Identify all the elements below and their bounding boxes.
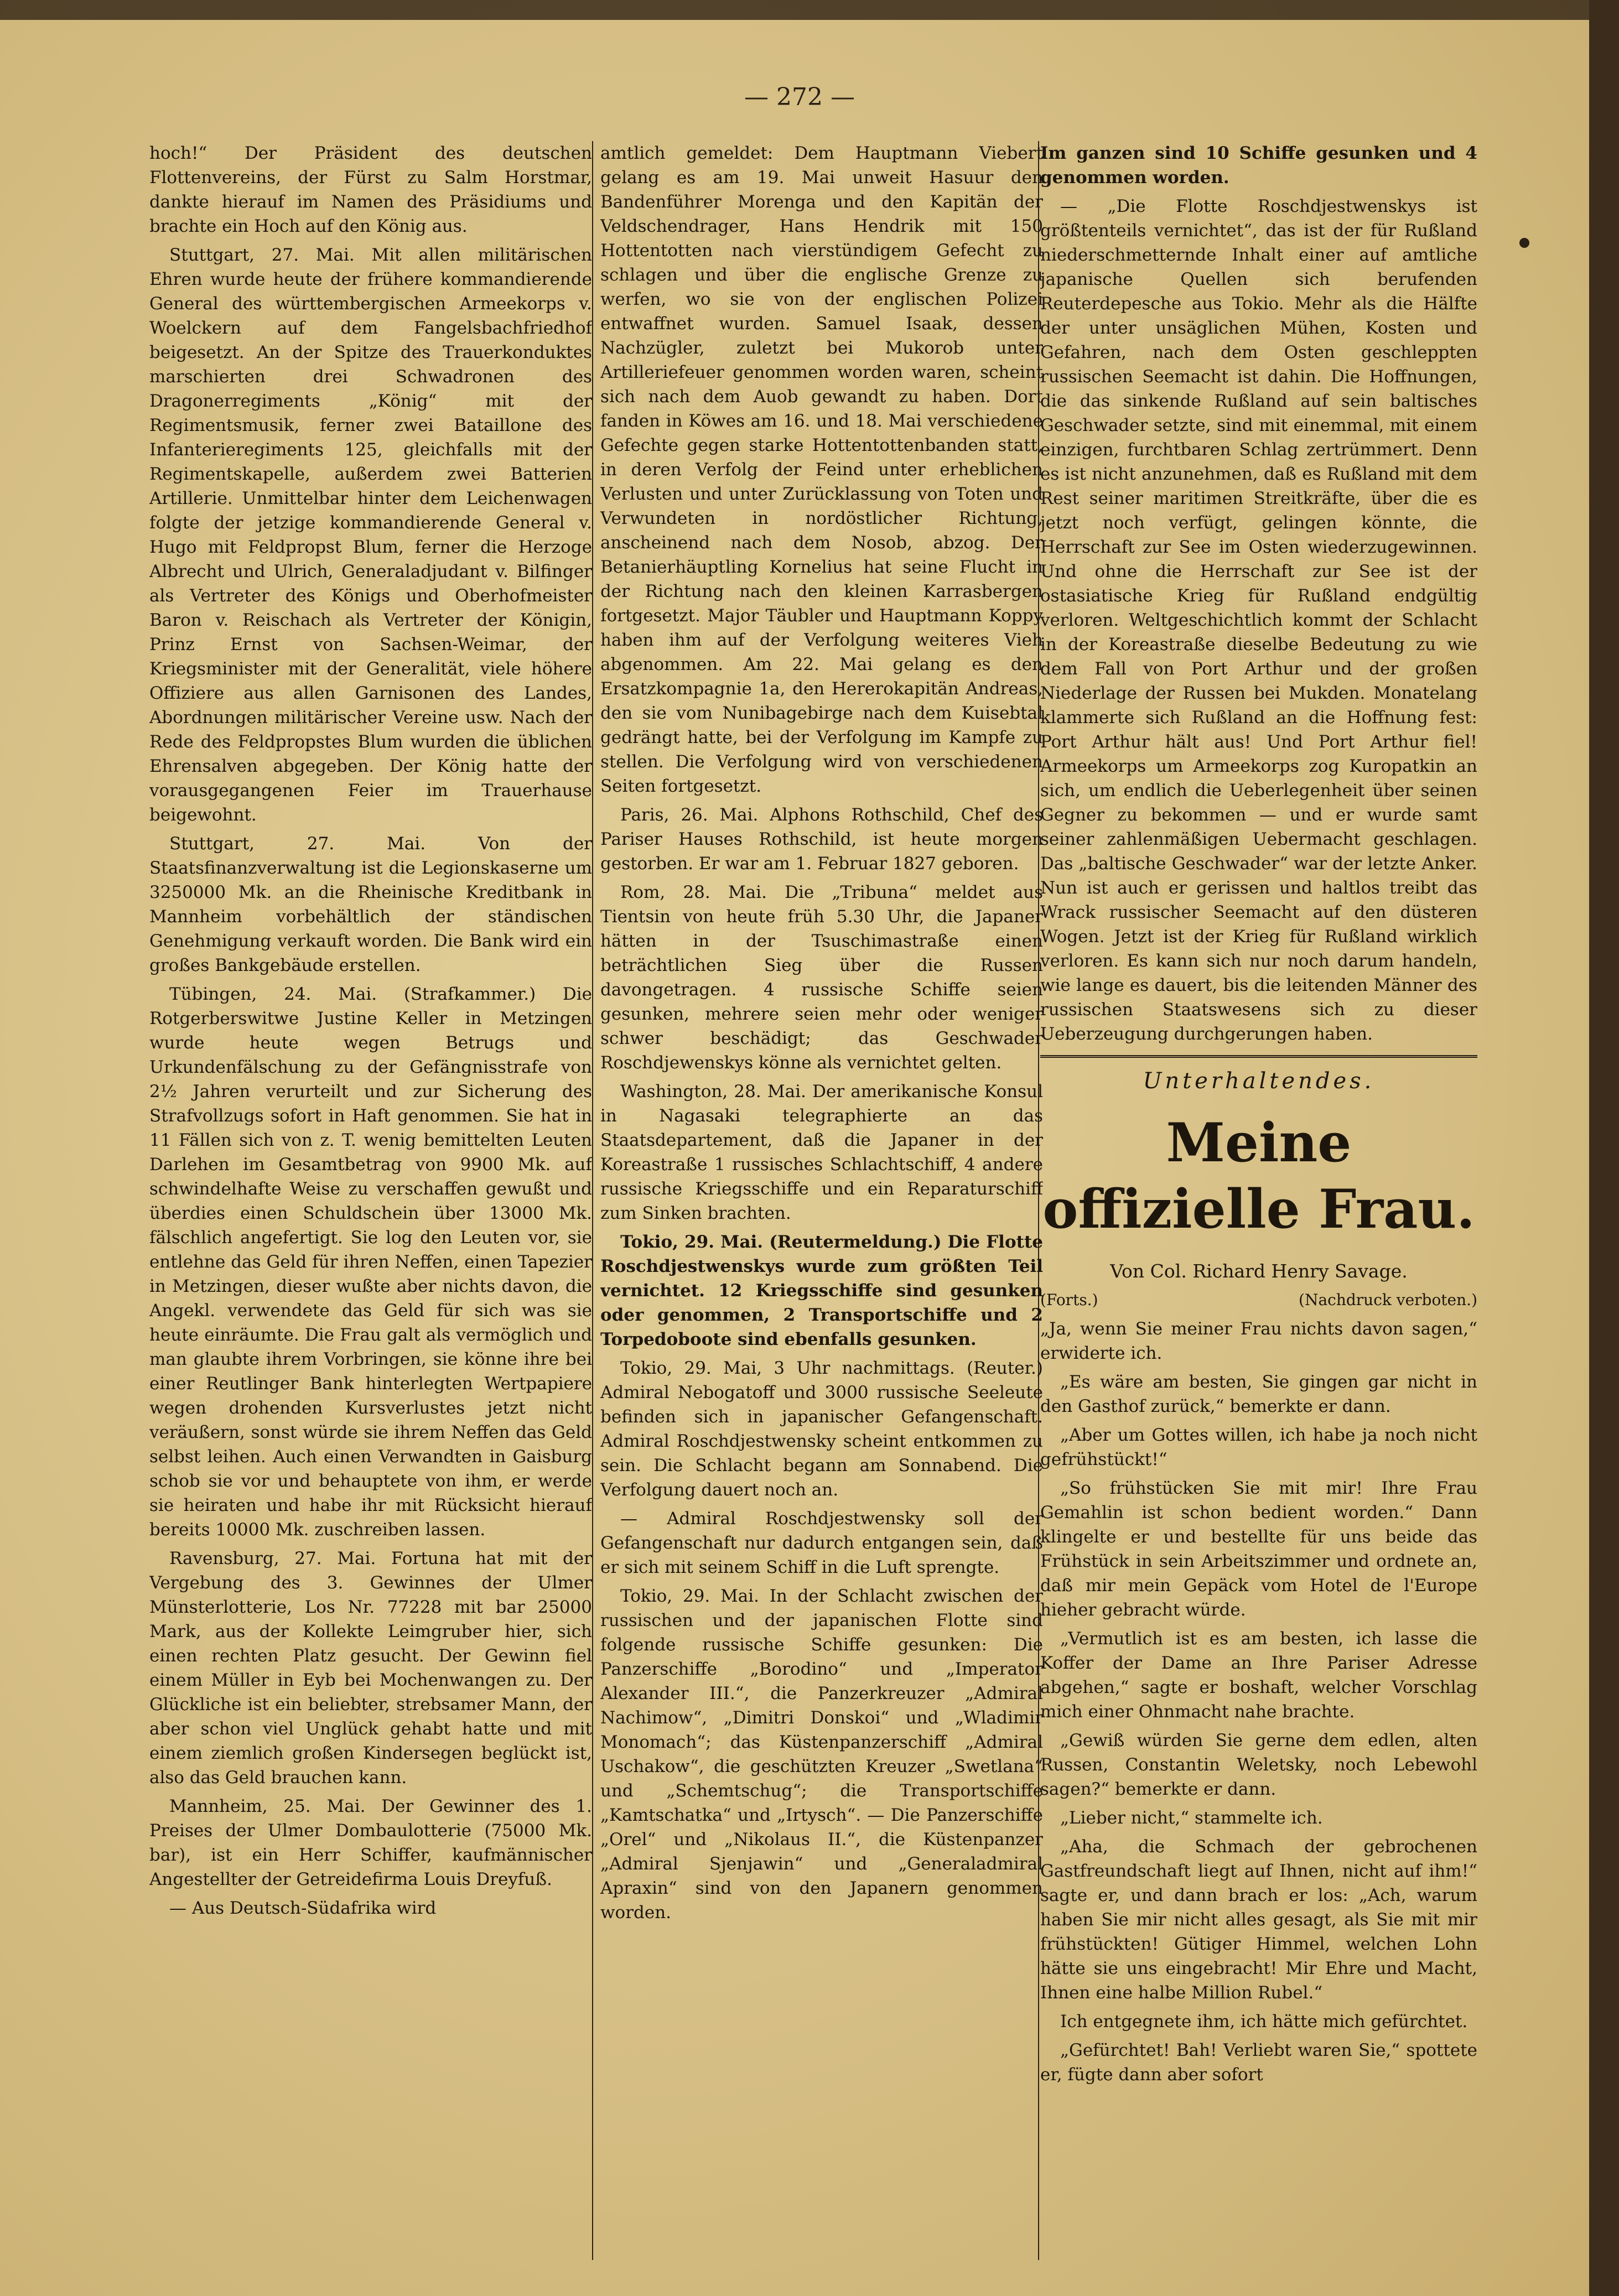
paragraph: Paris, 26. Mai. Alphons Rothschild, Chef des Pariser Hauses Rothschild, ist heute morgen gestorben. Er war am 1. Februar 1827 geboren. xyxy=(600,805,1043,874)
paragraph: — „Die Flotte Roschdjestwenskys ist größtenteils vernichtet“, das ist der für Rußland niederschmetternde Inhalt einer auf amtliche japanische Quellen sich berufenden Reuterdepesche aus Tokio. Mehr als die Hälfte der unter unsäglichen Mühen, Kosten und Gefahren, nach dem Osten geschleppten russischen Seemacht ist dahin. Die Hoffnungen, die das sinkende Rußland auf sein baltisches Geschwader setzte, sind mit einemmal, mit einem einzigen, furchtbaren Schlag zertrümmert. Denn es ist nicht anzunehmen, daß es Rußland mit dem Rest seiner maritimen Streitkräfte, über die es jetzt noch verfügt, gelingen könnte, die Herrschaft zur See im Osten wiederzugewinnen. Und ohne die Herrschaft zur See ist der ostasiatische Krieg für Rußland endgültig verloren. Weltgeschichtlich kommt der Schlacht in der Koreastraße dieselbe Bedeutung zu wie dem Fall von Port Arthur und der großen Niederlage der Russen bei Mukden. Monatelang klammerte sich Rußland an die Hoffnung fest: Port Arthur hält aus! Und Port Arthur fiel! Armeekorps um Armeekorps zog Kuropatkin an sich, um endlich die Ueberlegenheit über seinen Gegner zu bekommen — und er wurde samt seiner zahlenmäßigen Uebermacht geschlagen. Das „baltische Geschwader“ war der letzte Anker. Nun ist auch er gerissen und haltlos treibt das Wrack russischer Seemacht auf den düsteren Wogen. Jetzt ist der Krieg für Rußland wirklich verloren. Es kann sich nur noch darum handeln, wie lange es dauert, bis die leitenden Männer des russischen Staatswesens sich zu dieser Ueberzeugung durchgerungen haben. xyxy=(1040,196,1477,1044)
paragraph: — Admiral Roschdjestwensky soll der Gefangenschaft nur dadurch entgangen sein, daß er sich mit seinem Schiff in die Luft sprengte. xyxy=(600,1509,1043,1577)
story-title: Meine offizielle Frau. xyxy=(1042,1111,1475,1240)
story-paragraph: „Es wäre am besten, Sie gingen gar nicht in den Gasthof zurück,“ bemerkte er dann. xyxy=(1040,1372,1477,1416)
story-paragraph: „Gewiß würden Sie gerne dem edlen, alten Russen, Constantin Weletsky, noch Lebewohl sagen?“ bemerkte er dann. xyxy=(1040,1731,1477,1799)
scan-right-edge xyxy=(1589,0,1619,2296)
story-paragraph: „Ja, wenn Sie meiner Frau nichts davon sagen,“ erwiderte ich. xyxy=(1040,1319,1477,1363)
section-heading: Unterhaltendes. xyxy=(1143,1068,1375,1094)
section-divider xyxy=(1040,1055,1477,1058)
column-rule-1 xyxy=(592,141,593,2260)
margin-dot xyxy=(1519,238,1529,248)
paragraph: Stuttgart, 27. Mai. Mit allen militärischen Ehren wurde heute der frühere kommandierende General des württembergischen Armeekorps v. Woelckern auf dem Fangelsbachfriedhof beigesetzt. An der Spitze des Trauerkonduktes marschierten drei Schwadronen des Dragonerregiments „König“ mit der Regimentsmusik, ferner zwei Bataillone des Infanterieregiments 125, gleichfalls mit der Regimentskapelle, außerdem zwei Batterien Artillerie. Unmittelbar hinter dem Leichenwagen folgte der jetzige kommandierende General v. Hugo mit Feldpropst Blum, ferner die Herzoge Albrecht und Ulrich, Generaladjudant v. Bilfinger als Vertreter des Königs und Oberhofmeister Baron v. Reischach als Vertreter der Königin, Prinz Ernst von Sachsen-Weimar, der Kriegsminister mit der Generalität, viele höhere Offiziere aus allen Garnisonen des Landes, Abordnungen militärischer Vereine usw. Nach der Rede des Feldpropstes Blum wurden die üblichen Ehrensalven abgegeben. Der König hatte der vorausgegangenen Feier im Trauerhause beigewohnt. xyxy=(149,245,592,825)
story-paragraph: „Gefürchtet! Bah! Verliebt waren Sie,“ spottete er, fügte dann aber sofort xyxy=(1040,2040,1477,2085)
column-1 xyxy=(149,141,592,2271)
column-3 xyxy=(1040,141,1477,2271)
paragraph: Tokio, 29. Mai. In der Schlacht zwischen der russischen und der japanischen Flotte sind folgende russische Schiffe gesunken: Die Panzerschiffe „Borodino“ und „Imperator Alexander III.“, die Panzerkreuzer „Admiral Nachimow“, „Dimitri Donskoi“ und „Wladimir Monomach“; das Küstenpanzerschiff „Admiral Uschakow“, die geschützten Kreuzer „Swetlana“ und „Schemtschug“; die Transportschiffe „Kamtschatka“ und „Irtysch“. — Die Panzerschiffe „Orel“ und „Nikolaus II.“, die Küstenpanzer „Admiral Sjenjawin“ und „Generaladmiral Apraxin“ sind von den Japanern genommen worden. xyxy=(600,1586,1043,1923)
paragraph: Mannheim, 25. Mai. Der Gewinner des 1. Preises der Ulmer Dombaulotterie (75000 Mk. bar), ist ein Herr Schiffer, kaufmännischer Angestellter der Getreidefirma Louis Dreyfuß. xyxy=(149,1796,592,1889)
story-byline: Von Col. Richard Henry Savage. xyxy=(1110,1260,1408,1282)
story-paragraph: „Vermutlich ist es am besten, ich lasse die Koffer der Dame an Ihre Pariser Adresse abgehen,“ sagte er boshaft, welcher Vorschlag mich einer Ohnmacht nahe brachte. xyxy=(1040,1629,1477,1722)
paragraph: Tübingen, 24. Mai. (Strafkammer.) Die Rotgerberswitwe Justine Keller in Metzingen wurde heute wegen Betrugs und Urkundenfälschung zu der Gefängnisstrafe von 2½ Jahren verurteilt und zur Sicherung des Strafvollzugs sofort in Haft genommen. Sie hat in 11 Fällen sich von z. T. wenig bemittelten Leuten Darlehen im Gesamtbetrag von 9900 Mk. auf schwindelhafte Weise zu verschaffen gewußt und überdies einen Schuldschein über 13000 Mk. fälschlich angefertigt. Sie log den Leuten vor, sie entlehne das Geld für ihren Neffen, einen Tapezier in Metzingen, dieser wußte aber nichts davon, die Angekl. verwendete das Geld für sich was sie heute einräumte. Die Frau galt als vermöglich und man glaubte ihrem Vorbringen, sie könne ihre bei einer Reutlinger Bank hinterlegten Wertpapiere wegen drohenden Kursverlustes jetzt nicht veräußern, sonst würde sie ihrem Neffen das Geld selbst leihen. Auch einen Verwandten in Gaisburg schob sie vor und behauptete von ihm, er werde sie heiraten und habe ihr mit Rücksicht hierauf bereits 10000 Mk. zuschreiben lassen. xyxy=(149,984,592,1540)
story-paragraph: „Lieber nicht,“ stammelte ich. xyxy=(1060,1808,1323,1828)
paragraph: Tokio, 29. Mai. (Reutermeldung.) Die Flotte Roschdjestwenskys wurde zum größten Teil vernichtet. 12 Kriegsschiffe sind gesunken oder genommen, 2 Transportschiffe und 2 Torpedoboote sind ebenfalls gesunken. xyxy=(600,1232,1043,1349)
paragraph: amtlich gemeldet: Dem Hauptmann Viebert gelang es am 19. Mai unweit Hasuur den Bandenführer Morenga und den Kapitän der Veldschendrager, Hans Hendrik mit 150 Hottentotten nach vierstündigem Gefecht zu schlagen und über die englische Grenze zu werfen, wo sie von der englischen Polizei entwaffnet wurden. Samuel Isaak, dessen Nachzügler, zuletzt bei Mukorob unter Artilleriefeuer genommen worden waren, scheint sich nach dem Auob gewandt zu haben. Dort fanden in Köwes am 16. und 18. Mai verschiedene Gefechte gegen starke Hottentottenbanden statt, in deren Verfolg der Feind unter erheblichen Verlusten und unter Zurücklassung von Toten und Verwundeten in nordöstlicher Richtung, anscheinend nach dem Nosob, abzog. Der Betanierhäuptling Kornelius hat seine Flucht in der Richtung nach den kleinen Karrasbergen fortgesetzt. Major Täubler und Hauptmann Koppy haben ihm auf der Verfolgung weiteres Vieh abgenommen. Am 22. Mai gelang es den Ersatzkompagnie 1a, den Hererokapitän Andreas, den sie vom Nunibagebirge nach dem Kuisebtal gedrängt hatte, bei der Verfolgung im Kampfe zu stellen. Die Verfolgung wird von verschiedenen Seiten fortgesetzt. xyxy=(600,143,1043,796)
reprint-note: (Nachdruck verboten.) xyxy=(1299,1291,1477,1309)
paragraph: Rom, 28. Mai. Die „Tribuna“ meldet aus Tientsin von heute früh 5.30 Uhr, die Japaner hätten in der Tsuschimastraße einen beträchtlichen Sieg über die Russen davongetragen. 4 russische Schiffe seien gesunken, mehrere seien mehr oder weniger schwer beschädigt; das Geschwader Roschdjewenskys könne als vernichtet gelten. xyxy=(600,882,1043,1073)
paragraph: Im ganzen sind 10 Schiffe gesunken und 4 genommen worden. xyxy=(1040,143,1477,188)
story-paragraph: „So frühstücken Sie mit mir! Ihre Frau Gemahlin ist schon bedient worden.“ Dann klingelte er und bestellte für uns beide das Frühstück in sein Arbeitszimmer und ordnete an, daß mir mein Gepäck vom Hotel de l'Europe hieher gebracht würde. xyxy=(1040,1478,1477,1620)
story-paragraph: Ich entgegnete ihm, ich hätte mich gefürchtet. xyxy=(1060,2012,1468,2032)
story-notes xyxy=(1040,1288,1477,1312)
paragraph: Washington, 28. Mai. Der amerikanische Konsul in Nagasaki telegraphierte an das Staatsdepartement, daß die Japaner in der Koreastraße 1 russisches Schlachtschiff, 4 andere russische Kriegsschiffe und ein Reparaturschiff zum Sinken brachten. xyxy=(600,1082,1043,1223)
paragraph: Tokio, 29. Mai, 3 Uhr nachmittags. (Reuter.) Admiral Nebogatoff und 3000 russische Seeleute befinden sich in japanischer Gefangenschaft. Admiral Roschdjestwensky scheint entkommen zu sein. Die Schlacht begann am Sonnabend. Die Verfolgung dauert noch an. xyxy=(600,1358,1043,1500)
paragraph: Ravensburg, 27. Mai. Fortuna hat mit der Vergebung des 3. Gewinnes der Ulmer Münsterlotterie, Los Nr. 77228 mit bar 25000 Mark, aus der Kollekte Leimgruber hier, sich einen rechten Platz gesucht. Der Gewinn fiel einem Müller in Eyb bei Mochenwangen zu. Der Glückliche ist ein beliebter, strebsamer Mann, der aber schon viel Unglück gehabt hatte und mit einem ziemlich großen Kindersegen beglückt ist, also das Geld brauchen kann. xyxy=(149,1549,592,1788)
continued-note: (Forts.) xyxy=(1040,1291,1098,1309)
scan-top-edge xyxy=(0,0,1619,20)
paragraph: Stuttgart, 27. Mai. Von der Staatsfinanzverwaltung ist die Legionskaserne um 3250000 Mk. an die Rheinische Kreditbank in Mannheim vorbehältlich der ständischen Genehmigung verkauft worden. Die Bank wird ein großes Bankgebäude erstellen. xyxy=(149,834,592,975)
column-2 xyxy=(600,141,1043,2271)
page-number: — 272 — xyxy=(744,83,855,111)
story-paragraph: „Aber um Gottes willen, ich habe ja noch nicht gefrühstückt!“ xyxy=(1040,1425,1477,1469)
paragraph: — Aus Deutsch-Südafrika wird xyxy=(169,1898,437,1918)
story-paragraph: „Aha, die Schmach der gebrochenen Gastfreundschaft liegt auf Ihnen, nicht auf ihm!“ sagte er, und dann brach er los: „Ach, warum haben Sie mir nicht alles gesagt, als Sie mit mir frühstückten! Gütiger Himmel, welchen Lohn hätte sie uns eingebracht! Mir Ehre und Macht, Ihnen eine halbe Million Rubel.“ xyxy=(1040,1837,1477,2003)
paragraph: hoch!“ Der Präsident des deutschen Flottenvereins, der Fürst zu Salm Horstmar, dankte hierauf im Namen des Präsidiums und brachte ein Hoch auf den König aus. xyxy=(149,143,592,236)
